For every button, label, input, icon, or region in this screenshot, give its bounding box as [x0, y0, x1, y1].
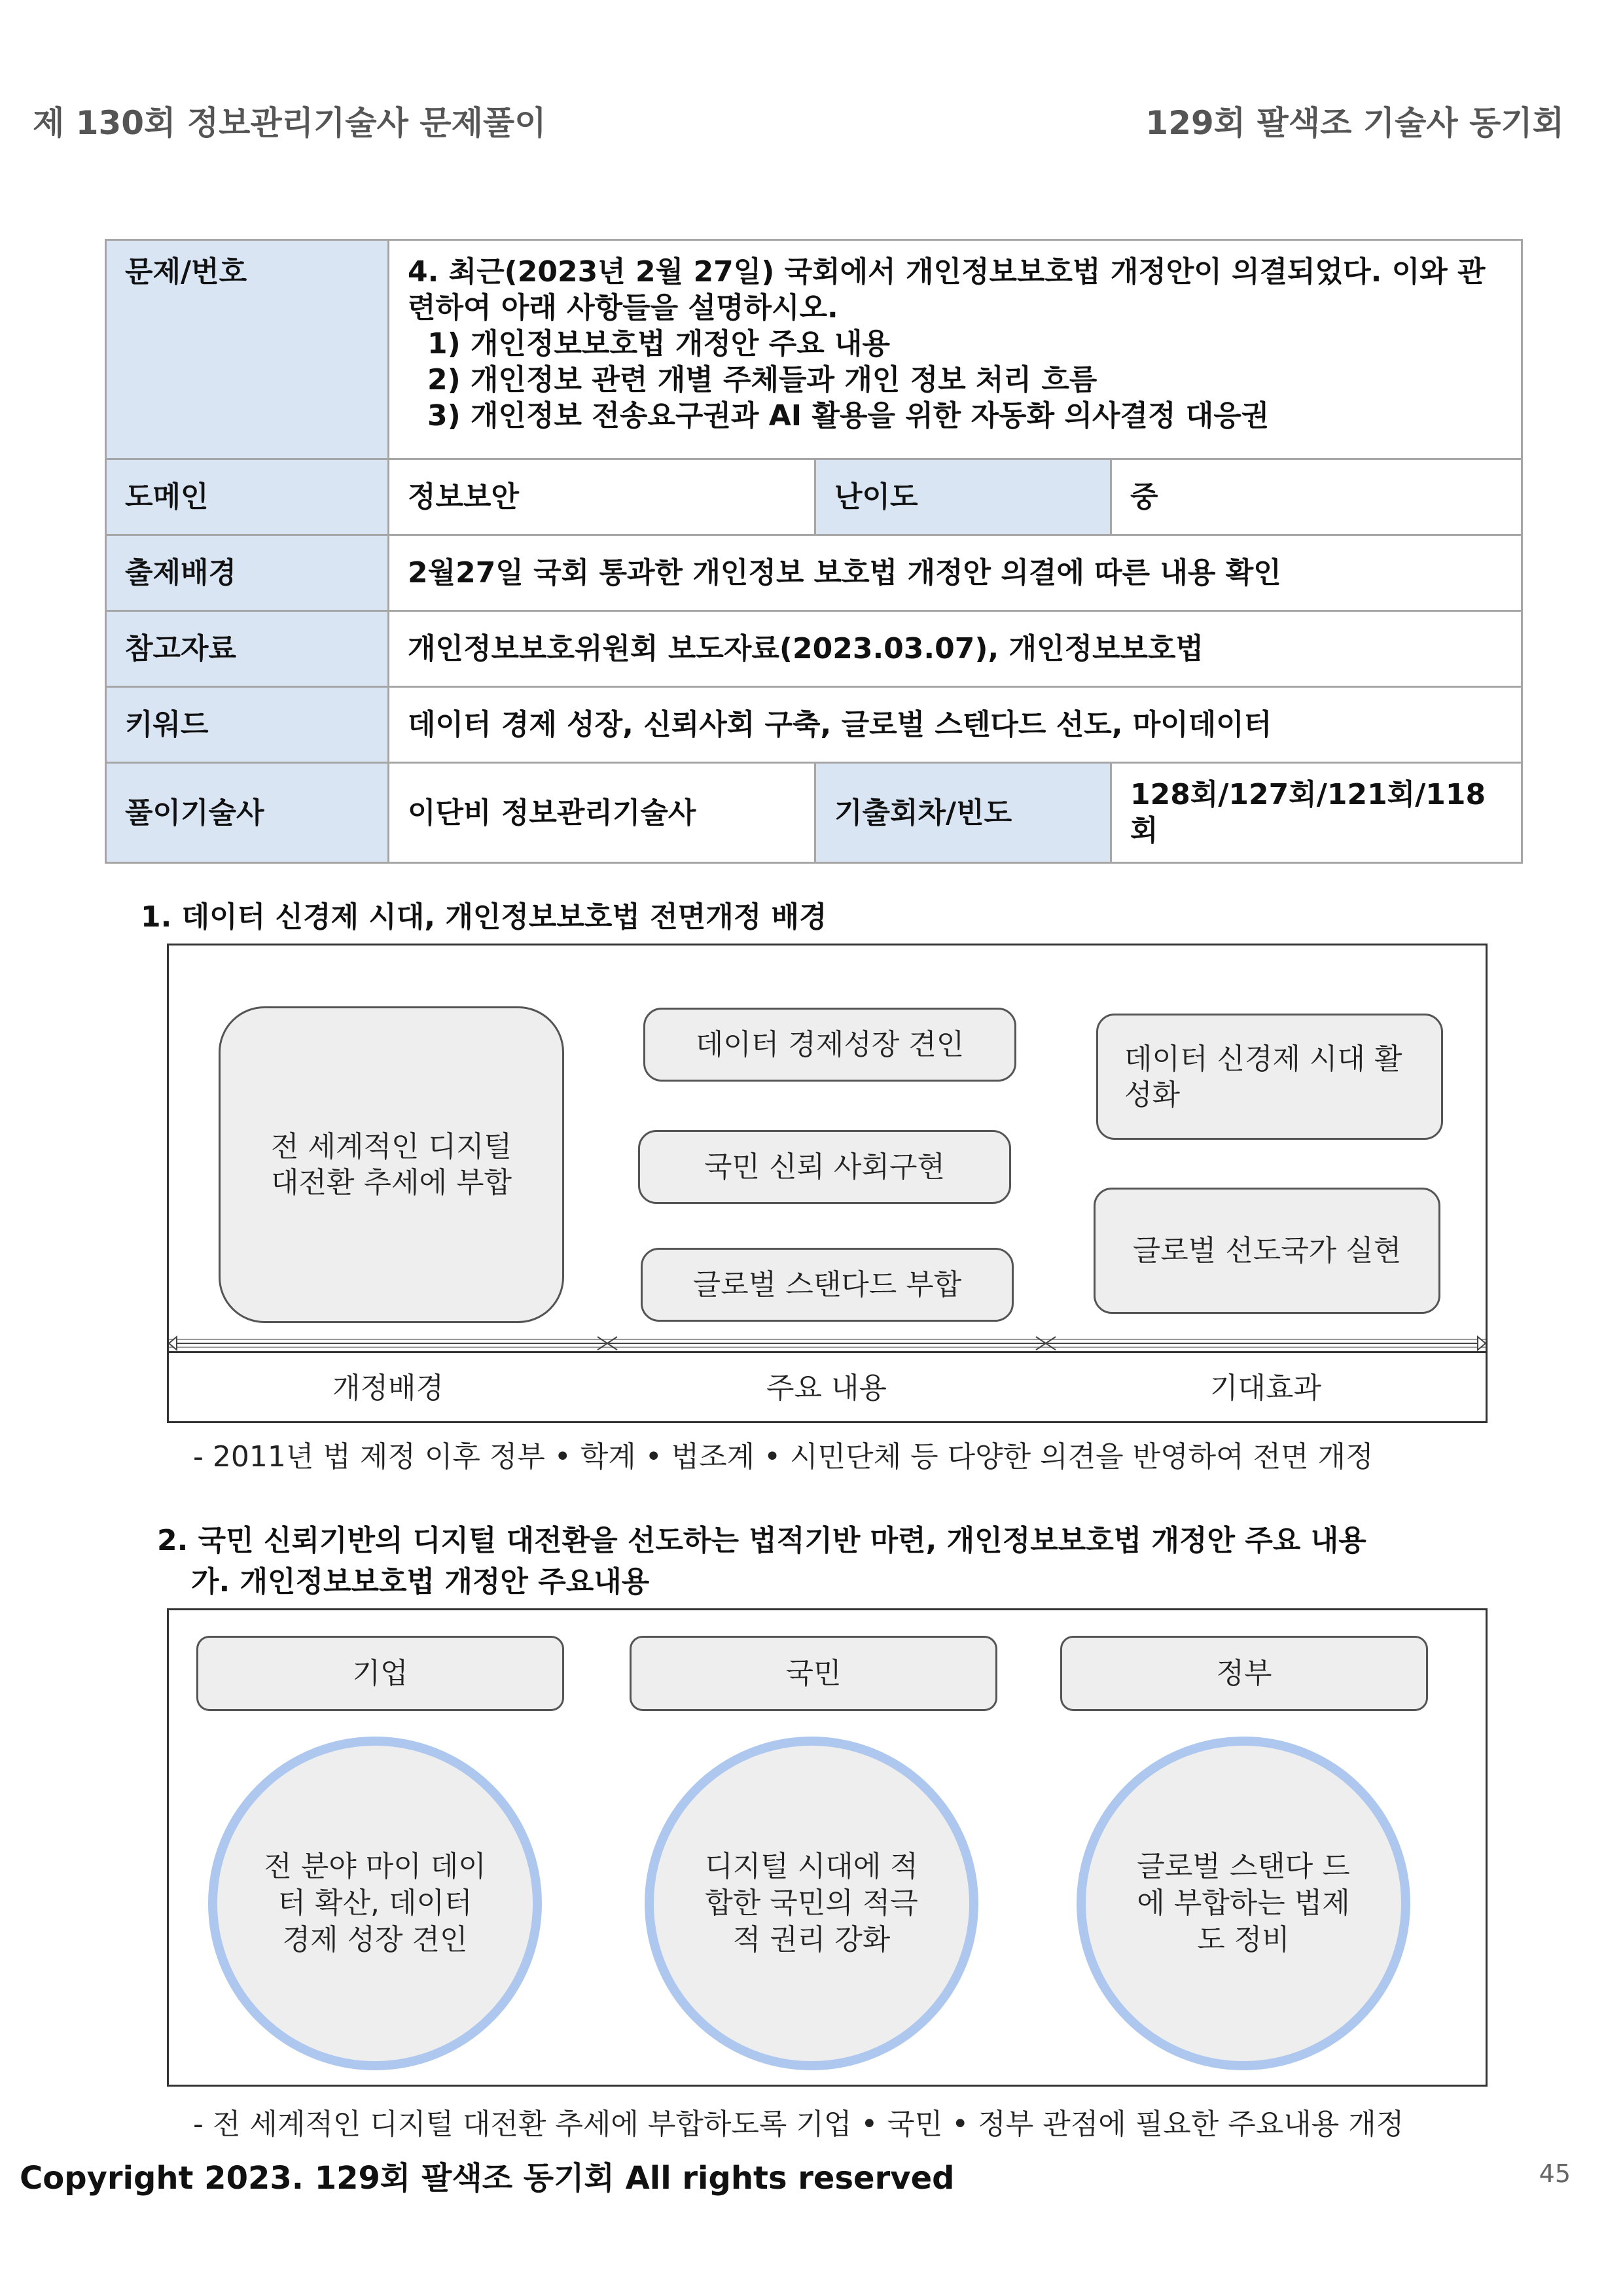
page-number: 45: [1539, 2159, 1571, 2188]
effect-item-2: 글로벌 선도국가 실현: [1094, 1188, 1440, 1314]
author-label: 풀이기술사: [106, 763, 389, 863]
header-right-title: 129회 팔색조 기술사 동기회: [1145, 104, 1564, 142]
keyword-label: 키워드: [106, 687, 389, 763]
header-left-title: 제 130회 정보관리기술사 문제풀이: [33, 104, 546, 142]
question-title: 4. 최근(2023년 2월 27일) 국회에서 개인정보보호법 개정안이 의결되었다. 이와 관련하여 아래 사항들을 설명하시오.: [408, 255, 1486, 325]
exam-value: 128회/127회/121회/118회: [1111, 763, 1522, 863]
section1-title: 1. 데이터 신경제 시대, 개인정보보호법 전면개정 배경: [141, 900, 827, 934]
question-item-2: 2) 개인정보 관련 개별 주체들과 개인 정보 처리 흐름: [427, 363, 1097, 397]
domain-value: 정보보안: [389, 459, 815, 535]
section2-title: 2. 국민 신뢰기반의 디지털 대전환을 선도하는 법적기반 마련, 개인정보보호법 개정안 주요 내용: [157, 1524, 1366, 1557]
axis-label-effect: 기대효과: [1209, 1371, 1321, 1405]
section2-note: - 전 세계적인 디지털 대전환 추세에 부합하도록 기업 • 국민 • 정부 관점에 필요한 주요내용 개정: [193, 2108, 1404, 2141]
background-label: 출제배경: [106, 535, 389, 611]
column-header-citizen: 국민: [630, 1636, 997, 1711]
difficulty-label: 난이도: [815, 459, 1111, 535]
column-header-company: 기업: [196, 1636, 564, 1711]
timeline-arrow-bar: [169, 1335, 1486, 1351]
main-item-1: 데이터 경제성장 견인: [643, 1008, 1016, 1082]
column-header-government: 정부: [1060, 1636, 1428, 1711]
footer-copyright: Copyright 2023. 129회 팔색조 동기회 All rights reserved: [20, 2160, 955, 2197]
circle-government: 글로벌 스탠다 드에 부합하는 법제도 정비: [1077, 1737, 1410, 2070]
question-item-3: 3) 개인정보 전송요구권과 AI 활용을 위한 자동화 의사결정 대응권: [427, 399, 1270, 433]
section1-diagram: [167, 944, 1488, 1423]
background-value: 2월27일 국회 통과한 개인정보 보호법 개정안 의결에 따른 내용 확인: [389, 535, 1522, 611]
keyword-value: 데이터 경제 성장, 신뢰사회 구축, 글로벌 스텐다드 선도, 마이데이터: [389, 687, 1522, 763]
effect-item-1: 데이터 신경제 시대 활성화: [1096, 1014, 1443, 1140]
axis-divider: [169, 1351, 1486, 1353]
domain-label: 도메인: [106, 459, 389, 535]
question-cell: [389, 240, 1522, 459]
axis-label-main: 주요 내용: [766, 1371, 887, 1405]
reference-value: 개인정보보호위원회 보도자료(2023.03.07), 개인정보보호법: [389, 611, 1522, 687]
reference-label: 참고자료: [106, 611, 389, 687]
circle-company: 전 분야 마이 데이터 확산, 데이터 경제 성장 견인: [208, 1737, 542, 2070]
axis-label-background: 개정배경: [332, 1371, 444, 1405]
main-item-3: 글로벌 스탠다드 부합: [641, 1248, 1014, 1322]
section1-note: - 2011년 법 제정 이후 정부 • 학계 • 법조계 • 시민단체 등 다양한 의견을 반영하여 전면 개정: [193, 1440, 1374, 1474]
main-item-2: 국민 신뢰 사회구현: [638, 1130, 1011, 1204]
section2-subtitle: 가. 개인정보보호법 개정안 주요내용: [191, 1565, 650, 1598]
question-meta-table: [105, 239, 1523, 864]
section2-diagram: [167, 1608, 1488, 2087]
circle-citizen: 디지털 시대에 적합한 국민의 적극적 권리 강화: [645, 1737, 978, 2070]
difficulty-value: 중: [1111, 459, 1522, 535]
background-box: 전 세계적인 디지털 대전환 추세에 부합: [219, 1006, 564, 1323]
author-value: 이단비 정보관리기술사: [389, 763, 815, 863]
exam-label: 기출회차/빈도: [815, 763, 1111, 863]
question-label: 문제/번호: [106, 240, 389, 459]
question-item-1: 1) 개인정보보호법 개정안 주요 내용: [427, 327, 891, 361]
